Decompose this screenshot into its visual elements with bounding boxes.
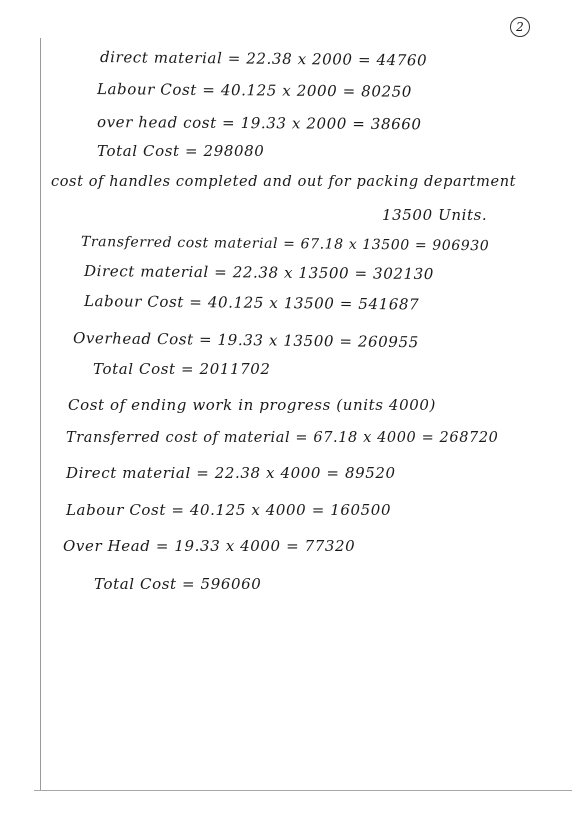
line-direct-material-1: direct material = 22.38 x 2000 = 44760	[99, 48, 428, 70]
line-overhead-cost-3: Over Head = 19.33 x 4000 = 77320	[63, 537, 356, 555]
line-overhead-cost-1: over head cost = 19.33 x 2000 = 38660	[96, 113, 422, 134]
line-total-cost-3: Total Cost = 596060	[94, 575, 262, 593]
line-total-cost-1: Total Cost = 298080	[97, 142, 265, 160]
line-labour-cost-2: Labour Cost = 40.125 x 13500 = 541687	[83, 292, 420, 314]
line-transferred-cost-3: Transferred cost of material = 67.18 x 4000 = 268720	[66, 430, 499, 446]
line-direct-material-3: Direct material = 22.38 x 4000 = 89520	[66, 464, 396, 482]
line-labour-cost-3: Labour Cost = 40.125 x 4000 = 160500	[66, 501, 392, 519]
line-overhead-cost-2: Overhead Cost = 19.33 x 13500 = 260955	[72, 329, 419, 352]
line-handles-heading: cost of handles completed and out for packing department	[51, 174, 517, 190]
bottom-rule	[34, 790, 572, 791]
line-total-cost-2: Total Cost = 2011702	[93, 360, 271, 378]
line-ending-wip-heading: Cost of ending work in progress (units 4000)	[68, 396, 436, 414]
margin-line	[40, 38, 41, 790]
page-number: 2	[510, 17, 530, 37]
line-handles-units: 13500 Units.	[382, 206, 488, 224]
line-labour-cost-1: Labour Cost = 40.125 x 2000 = 80250	[96, 80, 413, 101]
line-transferred-cost-2: Transferred cost material = 67.18 x 13500 = 906930	[80, 234, 490, 255]
line-direct-material-2: Direct material = 22.38 x 13500 = 302130	[83, 262, 435, 284]
